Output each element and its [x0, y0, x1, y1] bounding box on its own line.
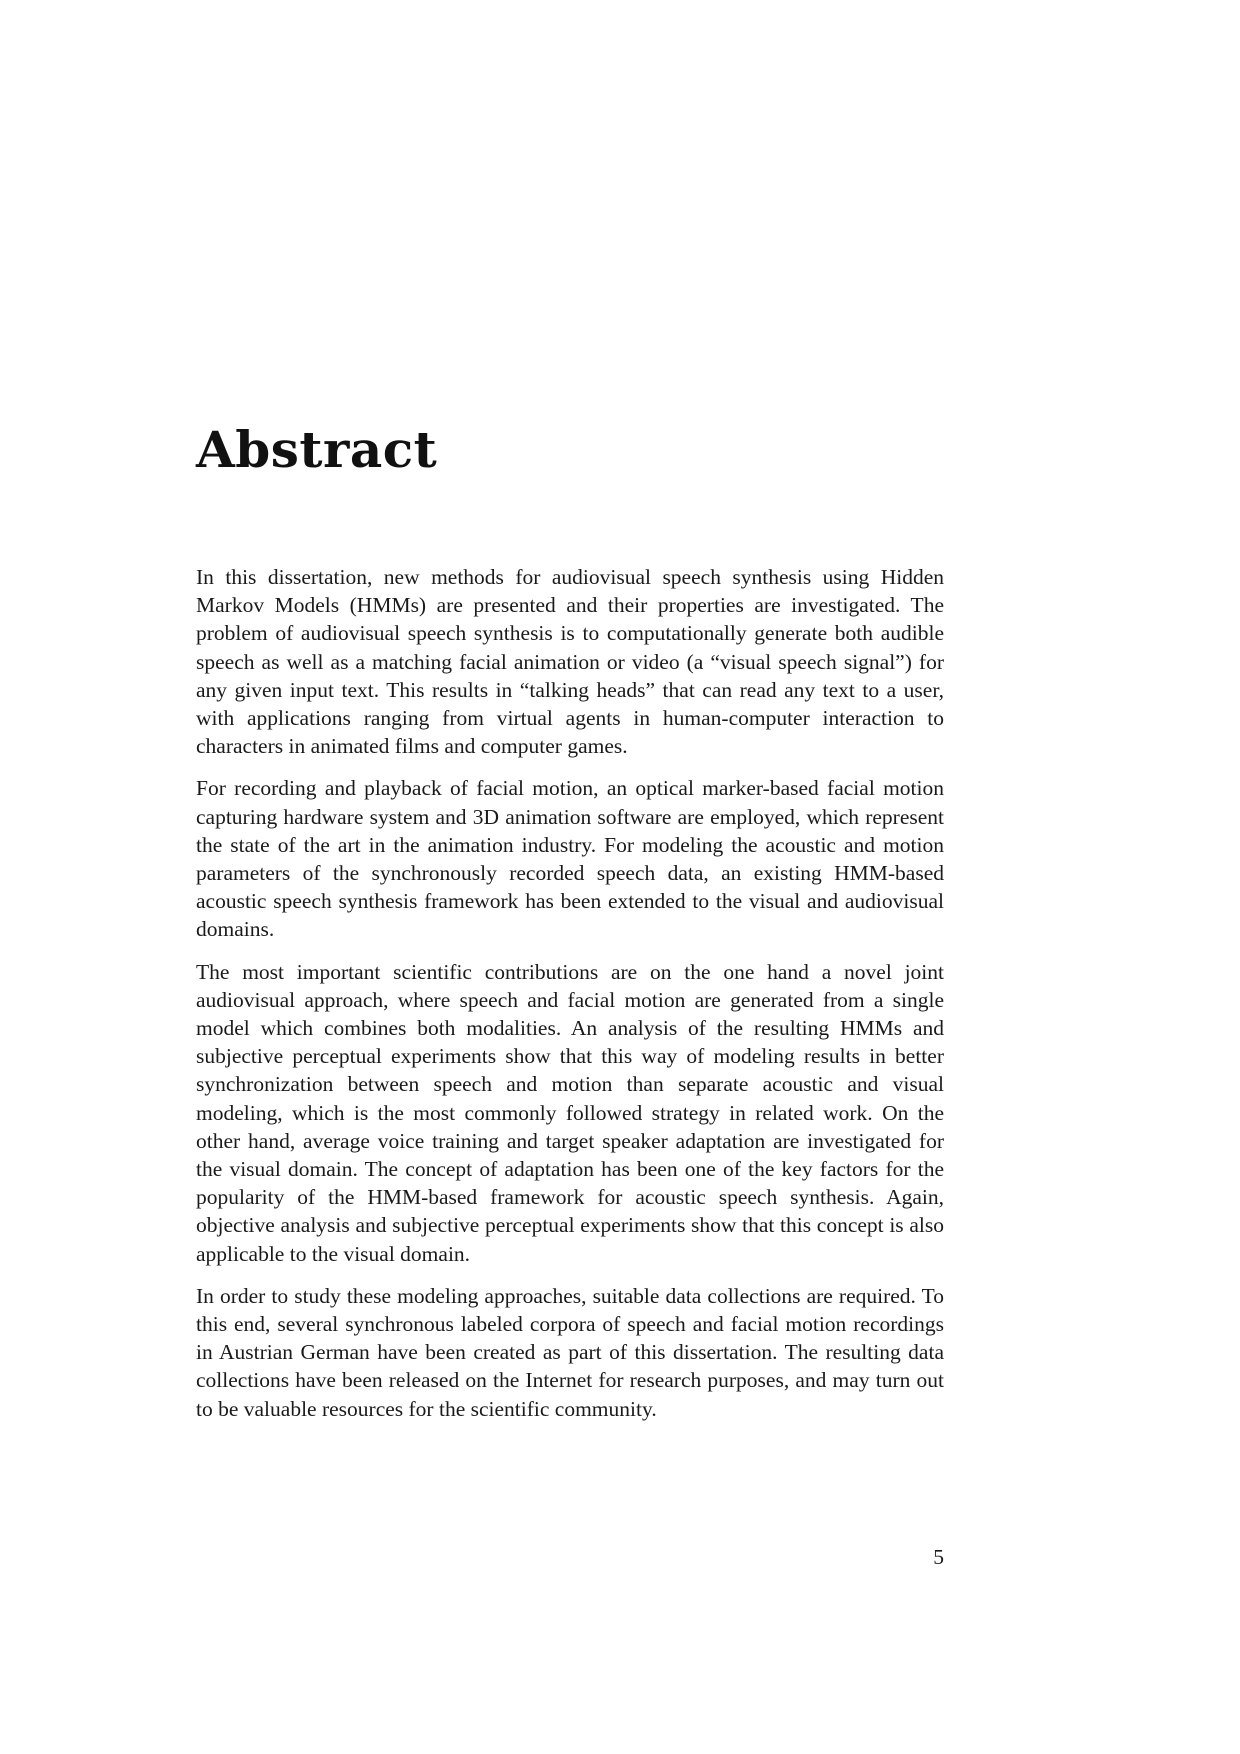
chapter-title: Abstract: [196, 420, 438, 479]
abstract-paragraph-3: The most important scientific contributions are on the one hand a novel joint audiovisual approach, where speech and facial motion are generated from a single model which combines both modalities. An analysis of the resulting HMMs and subjective perceptual experiments show that this way of modeling results in better synchronization between speech and motion than separate acoustic and visual modeling, which is the most commonly followed strategy in related work. On the other hand, average voice training and target speaker adaptation are investigated for the visual domain. The concept of adaptation has been one of the key factors for the popularity of the HMM-based framework for acoustic speech synthesis. Again, objective analysis and subjective perceptual experiments show that this concept is also applicable to the visual domain.: [196, 959, 944, 1266]
page-number: 5: [933, 1545, 944, 1569]
abstract-body: [196, 563, 944, 1437]
abstract-paragraph-1: In this dissertation, new methods for audiovisual speech synthesis using Hidden Markov Models (HMMs) are presented and their properties are investigated. The problem of audiovisual speech synthesis is to computationally generate both audible speech as well as a matching facial animation or video (a “visual speech signal”) for any given input text. This results in “talking heads” that can read any text to a user, with applications ranging from virtual agents in human-computer interaction to characters in animated films and computer games.: [196, 565, 944, 759]
abstract-paragraph-4: In order to study these modeling approaches, suitable data collections are required. To this end, several synchronous labeled corpora of speech and facial motion recordings in Austrian German have been created as part of this dissertation. The resulting data collections have been released on the Internet for research purposes, and may turn out to be valuable resources for the scientific community.: [196, 1283, 944, 1421]
abstract-paragraph-2: For recording and playback of facial motion, an optical marker-based facial motion capturing hardware system and 3D animation software are employed, which represent the state of the art in the animation industry. For modeling the acoustic and motion parameters of the synchronously recorded speech data, an existing HMM-based acoustic speech synthesis framework has been extended to the visual and audiovisual domains.: [196, 776, 944, 942]
